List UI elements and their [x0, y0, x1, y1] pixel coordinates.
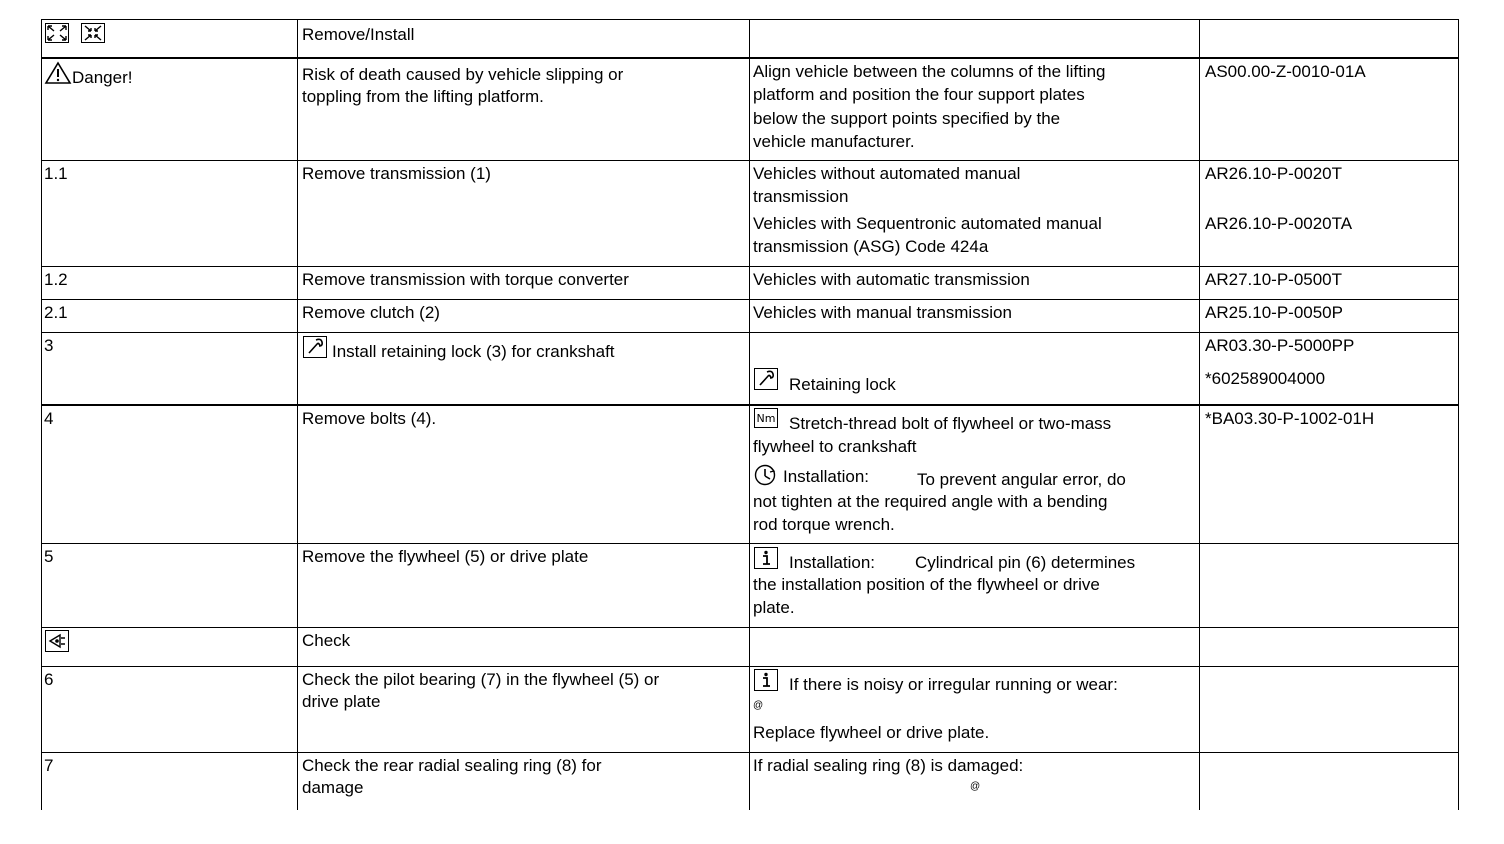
note-line: transmission	[753, 187, 849, 206]
row-border	[41, 299, 1459, 300]
link-marker[interactable]: @	[970, 781, 981, 792]
note-line: Replace flywheel or drive plate.	[753, 723, 990, 742]
reference-link[interactable]: AR03.30-P-5000PP	[1205, 336, 1355, 355]
row-border	[41, 332, 1459, 333]
note-line: Cylindrical pin (6) determines	[915, 553, 1136, 572]
angle-tighten-icon	[754, 464, 778, 491]
action-line: Risk of death caused by vehicle slipping or	[302, 65, 624, 84]
note-label: Installation:	[783, 467, 869, 486]
torque-nm-icon	[754, 408, 778, 433]
action-line: damage	[302, 778, 364, 797]
special-tool-icon	[303, 336, 327, 363]
row-border	[41, 404, 1459, 406]
note-line: Retaining lock	[789, 375, 896, 394]
note-line: To prevent angular error, do	[917, 470, 1126, 489]
reference-link[interactable]: AR27.10-P-0500T	[1205, 270, 1343, 289]
note-line: the installation position of the flywheel or drive	[753, 575, 1100, 594]
row-border	[41, 160, 1459, 161]
note-line: plate.	[753, 598, 795, 617]
note-line: Stretch-thread bolt of flywheel or two-mass	[789, 414, 1112, 433]
row-border	[41, 19, 1459, 20]
row-border	[41, 627, 1459, 628]
svg-text:Nm: Nm	[756, 412, 776, 425]
section-title: Check	[302, 631, 351, 650]
special-tool-icon	[754, 368, 778, 395]
action-line: Remove bolts (4).	[302, 409, 437, 428]
row-border	[41, 57, 1459, 59]
action-line: drive plate	[302, 692, 381, 711]
check-inspect-icon	[45, 630, 69, 657]
link-marker[interactable]: @	[753, 700, 764, 711]
col-border-1	[297, 19, 298, 810]
reference-link[interactable]: AR25.10-P-0050P	[1205, 303, 1343, 322]
note-line: vehicle manufacturer.	[753, 132, 915, 151]
action-line: toppling from the lifting platform.	[302, 87, 544, 106]
row-border	[41, 666, 1459, 667]
note-line: If radial sealing ring (8) is damaged:	[753, 756, 1024, 775]
note-line: platform and position the four support plates	[753, 85, 1085, 104]
action-line: Remove the flywheel (5) or drive plate	[302, 547, 589, 566]
section-title: Remove/Install	[302, 25, 415, 44]
step-number: 6	[44, 670, 54, 689]
danger-label: Danger!	[72, 68, 133, 87]
note-label: Installation:	[789, 553, 875, 572]
row-border	[41, 266, 1459, 267]
step-number: 4	[44, 409, 54, 428]
note-line: below the support points specified by the	[753, 109, 1061, 128]
step-number: 1.2	[44, 270, 68, 289]
note-line: not tighten at the required angle with a bending	[753, 492, 1108, 511]
step-number: 7	[44, 756, 54, 775]
reference-link[interactable]: *BA03.30-P-1002-01H	[1205, 409, 1375, 428]
note-line: flywheel to crankshaft	[753, 437, 917, 456]
note-line: Vehicles with automatic transmission	[753, 270, 1030, 289]
step-number: 2.1	[44, 303, 68, 322]
step-number: 5	[44, 547, 54, 566]
step-number: 3	[44, 336, 54, 355]
note-line: If there is noisy or irregular running or wear:	[789, 675, 1118, 694]
action-line: Install retaining lock (3) for crankshaft	[332, 342, 615, 361]
reference-link[interactable]: AR26.10-P-0020TA	[1205, 214, 1353, 233]
info-icon	[754, 669, 778, 696]
note-line: Vehicles with Sequentronic automated manual	[753, 214, 1102, 233]
col-border-left	[41, 19, 42, 810]
action-line: Check the rear radial sealing ring (8) for	[302, 756, 602, 775]
row-border	[41, 752, 1459, 753]
warning-triangle-icon	[44, 61, 72, 90]
step-number: 1.1	[44, 164, 68, 183]
col-border-3	[1199, 19, 1200, 810]
action-line: Remove transmission (1)	[302, 164, 491, 183]
note-line: rod torque wrench.	[753, 515, 895, 534]
note-line: transmission (ASG) Code 424a	[753, 237, 989, 256]
note-line: Vehicles without automated manual	[753, 164, 1021, 183]
reference-link[interactable]: *602589004000	[1205, 369, 1326, 388]
reference-link[interactable]: AS00.00-Z-0010-01A	[1205, 62, 1366, 81]
action-line: Remove transmission with torque converter	[302, 270, 629, 289]
row-border	[41, 543, 1459, 544]
note-line: Align vehicle between the columns of the lifting	[753, 62, 1106, 81]
action-line: Check the pilot bearing (7) in the flywheel (5) or	[302, 670, 660, 689]
col-border-right	[1458, 19, 1459, 810]
expand-arrows-icon	[45, 23, 69, 48]
col-border-2	[749, 19, 750, 810]
note-line: Vehicles with manual transmission	[753, 303, 1012, 322]
info-icon	[754, 547, 778, 574]
action-line: Remove clutch (2)	[302, 303, 440, 322]
reference-link[interactable]: AR26.10-P-0020T	[1205, 164, 1343, 183]
collapse-arrows-icon	[81, 23, 105, 48]
